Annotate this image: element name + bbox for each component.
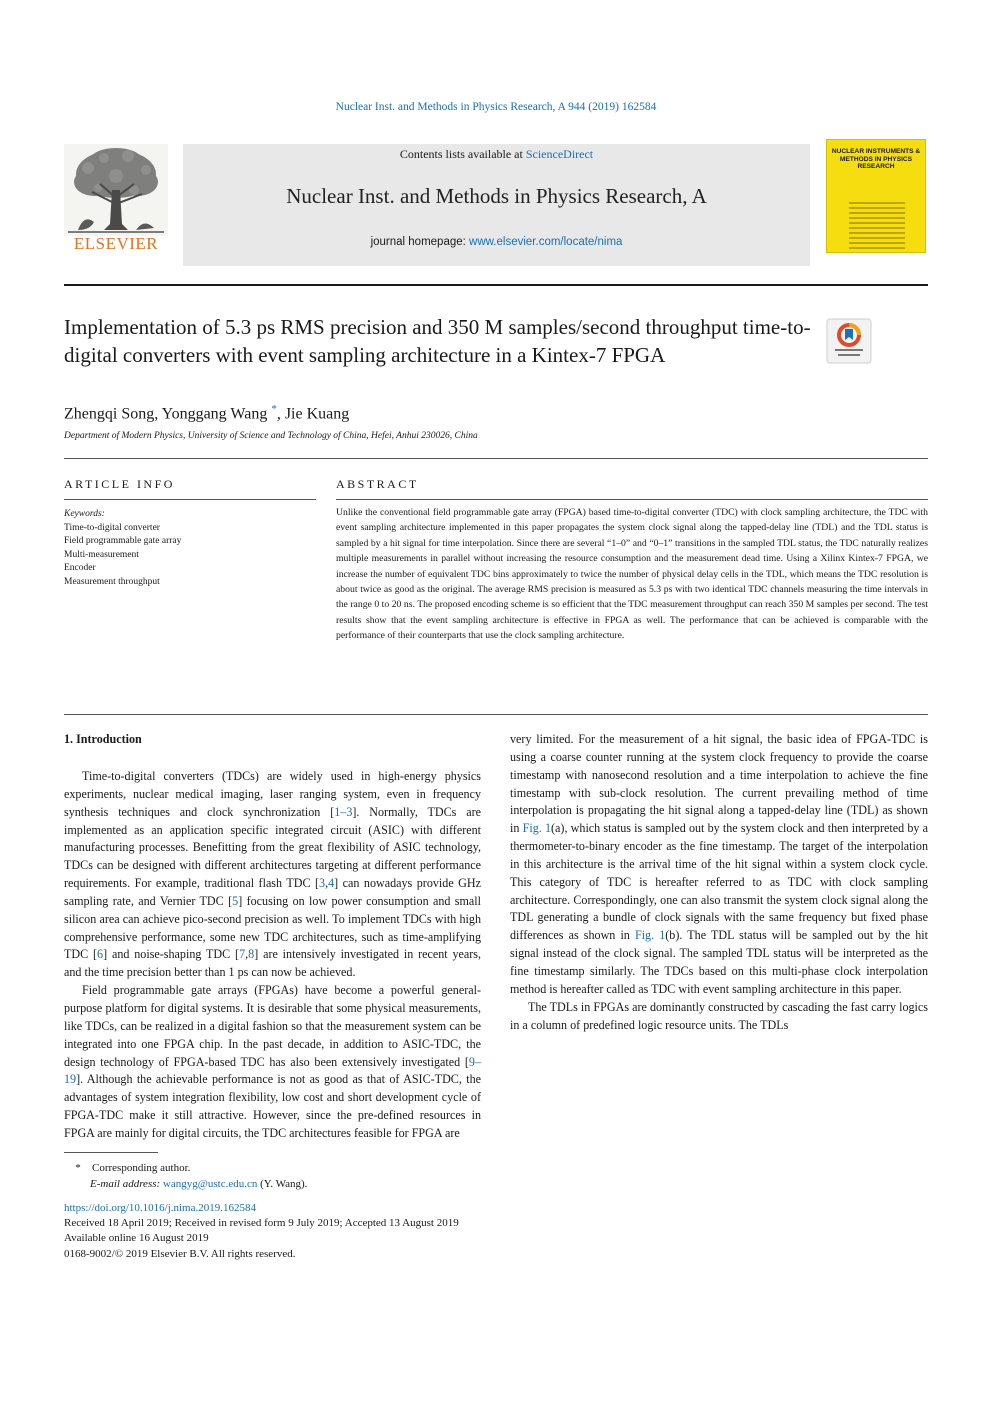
paragraph-continued: very limited. For the measurement of a hit signal, the basic idea of FPGA-TDC is using a coarse counter running at the system clock frequency to provide the coarse timestamp with nanosecond resolution and a time interpolation to achieve the fine timestamp with sub-clock resolution. The current prevailing method of time interpolation is propagating the hit signal along a tapped-delay line (TDL) as shown in Fig. 1(a), which status is sampled out by the system clock and then interpreted by a thermometer-to-binary encoder as the fine timestamp. The target of the interpolation in this architecture is the arrival time of the hit signal within a system clock cycle. This category of TDC is hereafter referred to as TDC with clock sampling architecture. Correspondingly, one can also transmit the system clock signal along the TDL generating a bundle of clock signals with the same frequency but fixed phase differences as shown in Fig. 1(b). The TDL status will be sampled out by the hit signal instead of the clock signal. The sampled TDL status will be interpreted as the fine timestamp similarly. The TDCs based on this multi-phase clock interpolation method is hereafter called as TDC with event sampling architecture in this paper. <box>510 732 929 996</box>
article-info-rule <box>64 499 316 500</box>
citation-link[interactable]: 9–19 <box>64 1054 481 1087</box>
keyword: Multi-measurement <box>64 549 139 560</box>
cover-decoration <box>849 202 905 252</box>
citation-link[interactable]: 6 <box>97 947 104 962</box>
publisher-name: ELSEVIER <box>73 234 159 253</box>
contents-line <box>183 147 810 162</box>
keyword: Encoder <box>64 563 96 574</box>
paragraph: Time-to-digital converters (TDCs) are widely used in high-energy physics experiments, nuclear medical imaging, laser ranging system, even in frequency synthesis techniques and clock synchronization [1–3]. Normally, TDCs are implemented as an application specific integrated circuit (ASIC) with different manufacturing processes. Benefitting from the great flexibility of ASIC technology, TDCs can be designed with different architectures targeting at different performance requirements. For example, traditional flash TDC [3,4] can nowadays provide GHz sampling rate, and Vernier TDC [5] focusing on low power consumption and small silicon area can achieve pico-second precision as well. To implement TDCs with high comprehensive performance, some new TDC architectures, such as time-amplifying TDC [6] and noise-shaping TDC [7,8] are intensively investigated in recent years, and the time precision better than 1 ps can now be achieved. <box>64 769 481 980</box>
footnote-rule <box>64 1152 158 1153</box>
footnote-text: Corresponding author. <box>92 1162 191 1174</box>
figure-link[interactable]: Fig. 1 <box>522 821 552 836</box>
running-head[interactable]: Nuclear Inst. and Methods in Physics Research, A 944 (2019) 162584 <box>335 101 657 113</box>
cover-title: NUCLEAR INSTRUMENTS & METHODS IN PHYSICS RESEARCH <box>831 148 921 171</box>
contents-prefix: Contents lists available at <box>399 147 526 161</box>
footnote <box>64 1160 514 1192</box>
check-for-updates-icon[interactable] <box>826 318 872 364</box>
doi-link[interactable]: https://doi.org/10.1016/j.nima.2019.162584 <box>64 1202 256 1214</box>
abstract-bottom-rule <box>64 714 928 715</box>
sciencedirect-link[interactable]: ScienceDirect <box>525 147 594 161</box>
citation-link[interactable]: 4 <box>328 876 335 891</box>
journal-name: Nuclear Inst. and Methods in Physics Research, A <box>286 184 707 208</box>
keyword: Time-to-digital converter <box>64 522 160 533</box>
keywords-heading: Keywords: <box>64 509 105 519</box>
publication-info <box>64 1201 664 1262</box>
citation-link[interactable]: 3 <box>319 876 326 891</box>
abstract-rule <box>336 499 928 500</box>
article-info-heading: ARTICLE INFO <box>64 477 175 491</box>
homepage-link[interactable]: www.elsevier.com/locate/nima <box>469 236 623 248</box>
received-dates: Received 18 April 2019; Received in revised form 9 July 2019; Accepted 13 August 2019 <box>64 1217 459 1230</box>
keyword: Measurement throughput <box>64 576 160 587</box>
authors <box>64 403 349 423</box>
continued-text: very limited. For the measurement of a hit signal, the basic idea of FPGA-TDC is using a coarse counter running at the system clock frequency to provide the coarse timestamp with nanosecond resolution and a time interpolation to achieve the fine timestamp with sub-clock resolution. The current prevailing method of time interpolation is propagating the hit signal along a tapped-delay line (TDL) as shown in <box>510 732 928 836</box>
author-names: Zhengqi Song, Yonggang Wang <box>64 405 272 423</box>
keyword: Field programmable gate array <box>64 536 182 547</box>
body-column-left <box>64 768 481 1143</box>
figure-link[interactable]: Fig. 1 <box>634 928 666 943</box>
citation-link[interactable]: 1–3 <box>334 804 353 819</box>
affiliation: Department of Modern Physics, University of Science and Technology of China, Hefei, Anhui 230026, China <box>64 431 478 441</box>
citation-link[interactable]: 7 <box>239 947 246 962</box>
author-names-rest: , Jie Kuang <box>276 405 350 423</box>
citation-link[interactable]: 8 <box>248 947 255 962</box>
journal-cover[interactable] <box>826 139 926 253</box>
body-column-right <box>510 731 928 1034</box>
available-online: Available online 16 August 2019 <box>64 1232 209 1245</box>
homepage-prefix: journal homepage: <box>370 236 470 248</box>
corresponding-author-mark[interactable]: * <box>271 403 277 415</box>
header-rule <box>64 284 928 286</box>
paragraph: Field programmable gate arrays (FPGAs) have become a powerful general-purpose platform for digital systems. It is desirable that some physical measurements, like TDCs, can be realized in a digital fashion so that the measurement system can be integrated into one FPGA chip. In the past decade, in addition to ASIC-TDC, the design technology of FPGA-based TDC has also been extensively investigated [9–19]. Although the achievable performance is not as good as that of ASIC-TDC, the advantages of system integration flexibility, low cost and short development cycle of FPGA-TDC make it still attractive. However, since the pre-defined resources in FPGA are mainly for digital circuits, the TDC architectures feasible for FPGA are <box>64 983 481 1140</box>
footnote-mark: * <box>75 1162 81 1174</box>
copyright: 0168-9002/© 2019 Elsevier B.V. All rights reserved. <box>64 1247 296 1260</box>
email-suffix: (Y. Wang). <box>257 1178 308 1190</box>
homepage-line <box>183 236 810 248</box>
abstract-text: Unlike the conventional field programmable gate array (FPGA) based time-to-digital converter (TDC) with clock sampling architecture, the TDC with event sampling architecture implemented in this paper propagates the system clock signal along the tapped-delay line (TDL) and the TDL status is sampled by a hit signal for time interpolation. Since there are several “1–0” and “0–1” transitions in the sampled TDL status, the TDC naturally realizes multiple measurements in parallel without increasing the resource consumption and the measurement dead time. Using a Xilinx Kintex-7 FPGA, we increase the number of equivalent TDC bins approximately to twice the number of physical delay cells in the TDL, which means the TDC resolution is about twice as good as the original. The average RMS precision is measured as 5.3 ps with two identical TDC channels measuring the time intervals in the range 0 to 20 ns. The proposed encoding scheme is so efficient that the TDC measurement throughput can reach 350 M samples per second. The test results show that the event sampling architecture is effective in FPGA as well. The performance that can be achieved is comparable with the performance of their counterparts that use the clock sampling architecture. <box>336 507 928 642</box>
paragraph: The TDLs in FPGAs are dominantly constructed by cascading the fast carry logics in a column of predefined logic resource units. The TDLs <box>510 999 928 1032</box>
section-heading: 1. Introduction <box>64 732 142 746</box>
section-rule <box>64 458 928 459</box>
citation-link[interactable]: 5 <box>232 893 239 908</box>
email-label: E-mail address: <box>90 1178 161 1190</box>
email-link[interactable]: wangyg@ustc.edu.cn <box>162 1178 258 1190</box>
keywords-block <box>64 508 316 590</box>
abstract-heading: ABSTRACT <box>336 477 419 491</box>
paper-title: Implementation of 5.3 ps RMS precision and 350 M samples/second throughput time-to-digital converters with event sampling architecture in a Kintex-7 FPGA <box>64 315 811 367</box>
